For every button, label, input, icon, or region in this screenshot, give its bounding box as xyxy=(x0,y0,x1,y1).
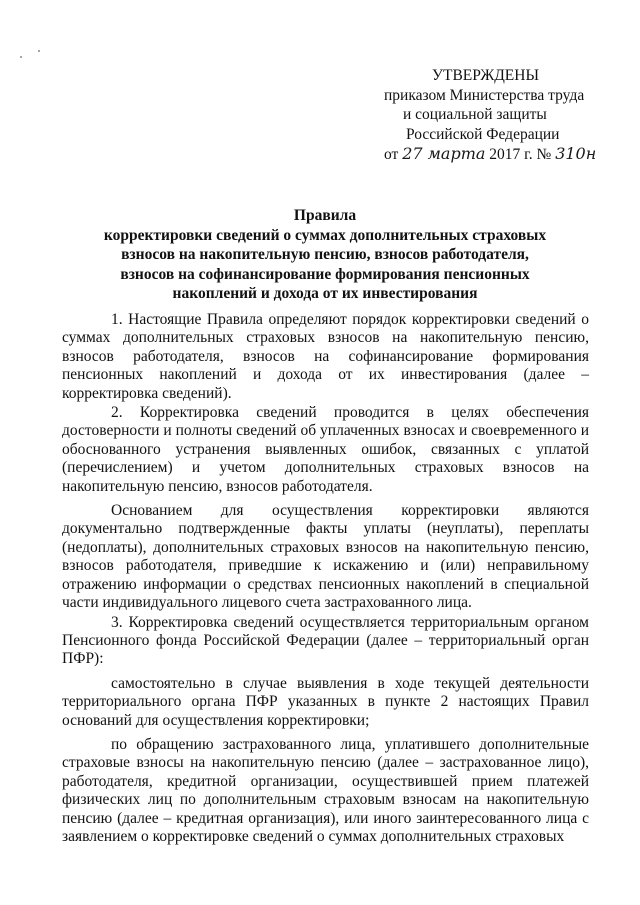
paragraph-1: 1. Настоящие Правила определяют порядок корректировки сведений о суммах дополнительных страховых взносов на накопительную пенсию, взносов работодателя, взносов на софинансирование формирования пенсионных накоплений и дохода от их инвестирования (далее – корректировка сведений). xyxy=(62,311,589,402)
approval-stamp-block xyxy=(384,66,604,165)
document-title xyxy=(90,206,560,304)
paragraph-5: самостоятельно в случае выявления в ходе текущей деятельности территориального органа ПФР указанных в пункте 2 настоящих Правил оснований для осуществления корректировки; xyxy=(62,674,589,729)
title-line-3: взносов на софинансирование формирования пенсионных xyxy=(120,265,530,283)
order-line-2: и социальной защиты xyxy=(403,106,547,123)
paragraph-6: по обращению застрахованного лица, уплатившего дополнительные страховые взносы на накопительную пенсию (далее – застрахованное лицо), работодателя, кредитной организации, осуществившей прием платежей физических лиц по дополнительным страховым взносам на накопительную пенсию (далее – кредитная организация), или иного заинтересованного лица с заявлением о корректировке сведений о суммах дополнительных страховых xyxy=(62,735,589,845)
paragraph-3: Основанием для осуществления корректировки являются документально подтвержденные факты уплаты (неуплаты), переплаты (недоплаты), дополнительных страховых взносов на накопительную пенсию, взносов работодателя, приведшие к искажению и (или) неправильному отражению информации о средствах пенсионных накоплений в специальной части индивидуального лицевого счета застрахованного лица. xyxy=(62,502,589,612)
title-line-4: накоплений и дохода от их инвестирования xyxy=(172,285,478,302)
scan-speck xyxy=(38,50,40,52)
date-prefix: от xyxy=(384,146,399,163)
approved-heading: УТВЕРЖДЕНЫ xyxy=(432,67,539,84)
order-date-line xyxy=(384,144,604,165)
title-main: Правила xyxy=(293,207,357,224)
order-line-1: приказом Министерства труда xyxy=(384,86,585,104)
paragraph-4: 3. Корректировка сведений осуществляется территориальным органом Пенсионного фонда Российской Федерации (далее – территориальный орган ПФР): xyxy=(62,613,589,668)
scan-speck xyxy=(20,56,22,58)
year-and-number-label: 2017 г. № xyxy=(489,146,552,163)
document-body xyxy=(62,311,589,846)
handwritten-order-number: 310н xyxy=(555,144,597,163)
paragraph-2: 2. Корректировка сведений проводится в целях обеспечения достоверности и полноты сведений об уплаченных взносах и своевременного и обоснованного устранения выявленных ошибок, связанных с уплатой (перечислением) и учетом дополнительных страховых взносов на накопительную пенсию, взносов работодателя. xyxy=(62,404,589,495)
title-line-2: взносов на накопительную пенсию, взносов работодателя, xyxy=(121,246,529,263)
handwritten-date: 27 марта xyxy=(402,144,486,163)
title-line-1: корректировки сведений о суммах дополнительных страховых xyxy=(103,226,547,244)
order-line-3: Российской Федерации xyxy=(406,125,560,143)
